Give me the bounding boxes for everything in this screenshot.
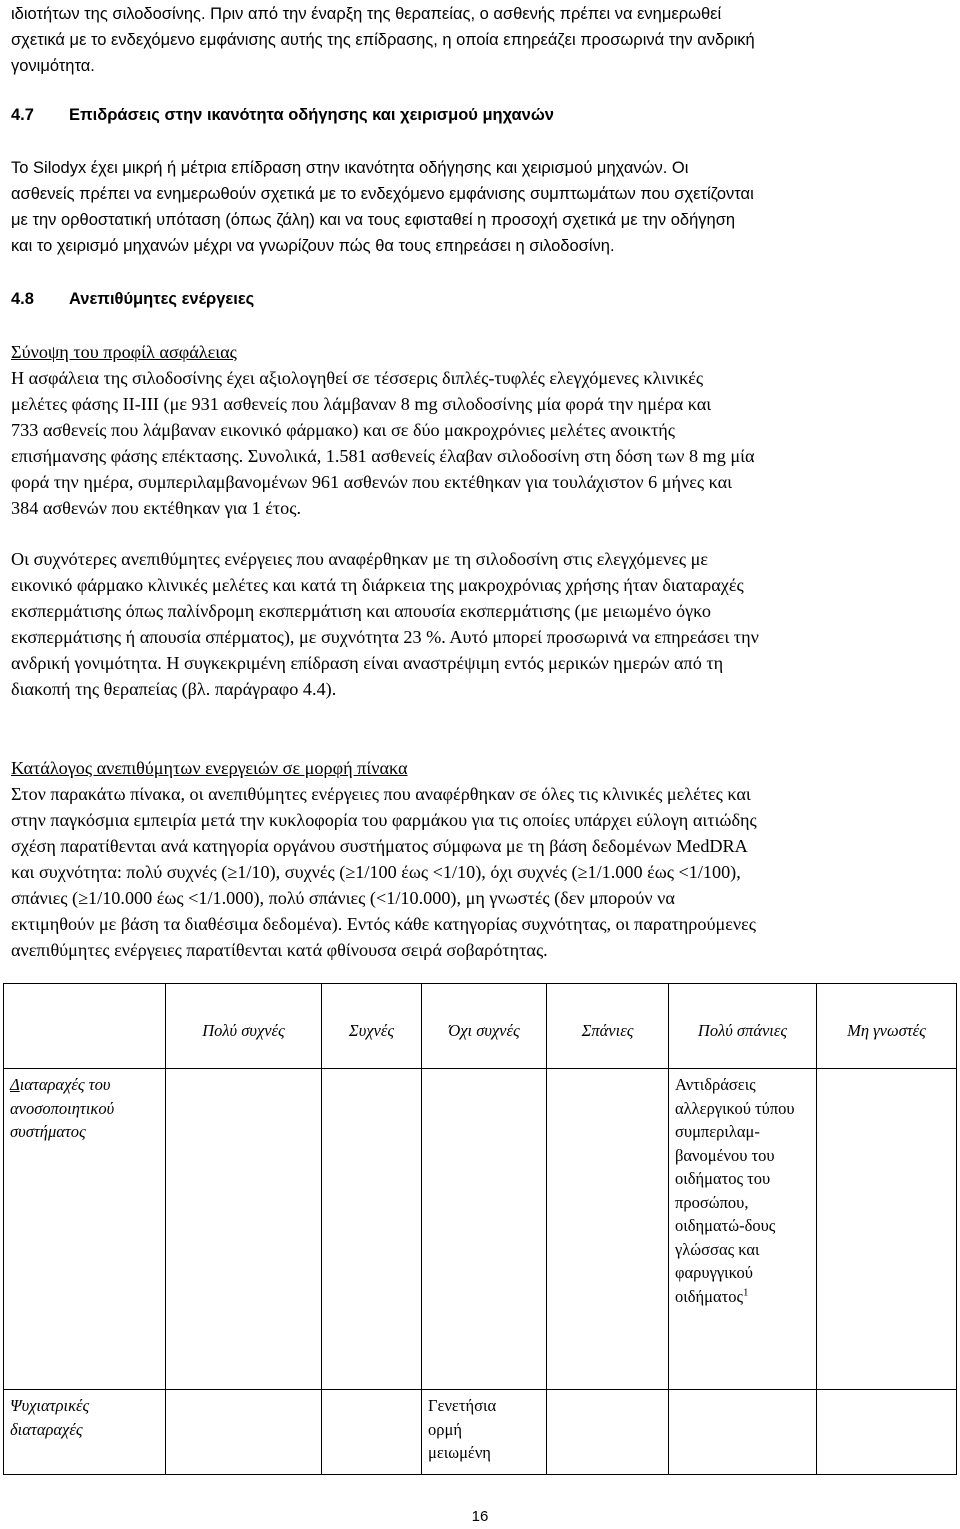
- text-line: ασθενείς πρέπει να ενημερωθούν σχετικά με το ενδεχόμενο εμφάνισης συμπτωμάτων που σχετίζονται: [11, 185, 754, 203]
- table-cell: [547, 1390, 669, 1475]
- table-cell: [817, 1069, 957, 1390]
- system-organ-class-cell: [4, 1069, 166, 1390]
- text-line: επισήμανσης φάσης επέκτασης. Συνολικά, 1.581 ασθενείς έλαβαν σιλοδοσίνη στη δόση των 8 mg μία: [11, 446, 755, 466]
- text-line: ιδιοτήτων της σιλοδοσίνης. Πριν από την έναρξη της θεραπείας, ο ασθενής πρέπει να ενημερωθεί: [11, 5, 722, 23]
- text-line: εικονικό φάρμακο κλινικές μελέτες και κατά τη διάρκεια της μακροχρόνιας χρήσης ήταν διαταραχές: [11, 575, 744, 595]
- text-line: γονιμότητα.: [11, 57, 95, 75]
- text-line: στην παγκόσμια εμπειρία μετά την κυκλοφορία του φαρμάκου για τις οποίες υπάρχει εύλογη αιτιώδης: [11, 810, 757, 830]
- page-number: 16: [471, 1508, 489, 1525]
- intro-paragraph: [11, 1, 951, 79]
- text-line: 733 ασθενείς που λάμβαναν εικονικό φάρμακο) και σε δύο μακροχρόνιες μελέτες ανοικτής: [11, 420, 676, 440]
- soc-name: ιαταραχές του ανοσοποιητικού συστήματος: [10, 1075, 115, 1141]
- section-4-7-heading: [11, 102, 951, 128]
- table-row: [4, 1069, 957, 1390]
- text-line: εκσπερμάτισης όπως παλίνδρομη εκσπερμάτιση και απουσία εκσπερμάτισης (με μειωμένο όγκο: [11, 601, 711, 621]
- text-line: μελέτες φάσης II-III (με 931 ασθενείς που λάμβαναν 8 mg σιλοδοσίνης μία φορά την ημέρα και: [11, 394, 712, 414]
- section-number: 4.7: [11, 106, 34, 124]
- table-row: [4, 1390, 957, 1475]
- table-cell: [817, 1390, 957, 1475]
- safety-profile-paragraph: [11, 339, 951, 521]
- soc-first-letter: Δ: [10, 1075, 20, 1094]
- text-line: και το χειρισμό μηχανών μέχρι να γνωρίζουν πώς θα τους επηρεάσει η σιλοδοσίνη.: [11, 237, 615, 255]
- text-line: διακοπή της θεραπείας (βλ. παράγραφο 4.4).: [11, 679, 337, 699]
- section-number: 4.8: [11, 290, 34, 308]
- common-effects-paragraph: [11, 546, 951, 702]
- text-line: εκτιμηθούν με βάση τα διαθέσιμα δεδομένα). Εντός κάθε κατηγορίας συχνότητας, οι παρατηρούμενες: [11, 914, 756, 934]
- table-header-cell: Συχνές: [322, 984, 422, 1069]
- table-cell: [547, 1069, 669, 1390]
- safety-profile-heading: Σύνοψη του προφίλ ασφάλειας: [11, 342, 237, 362]
- section-title: Επιδράσεις στην ικανότητα οδήγησης και χειρισμού μηχανών: [69, 106, 554, 124]
- section-4-8-heading: [11, 286, 951, 312]
- text-line: σχέση παρατίθενται ανά κατηγορία οργάνου συστήματος σύμφωνα με τη βάση δεδομένων MedDRA: [11, 836, 748, 856]
- table-cell: [166, 1390, 322, 1475]
- adverse-reaction-text: Γενετήσια ορμή μειωμένη: [428, 1396, 497, 1462]
- table-cell: [669, 1069, 817, 1390]
- text-line: ανδρική γονιμότητα. Η συγκεκριμένη επίδραση είναι αναστρέψιμη εντός μερικών ημερών από τη: [11, 653, 724, 673]
- section-4-7-body: [11, 155, 951, 259]
- text-line: Στον παρακάτω πίνακα, οι ανεπιθύμητες ενέργειες που αναφέρθηκαν σε όλες τις κλινικές μελέτες και: [11, 784, 751, 804]
- tabulated-list-paragraph: [11, 755, 951, 963]
- text-line: φορά την ημέρα, συμπεριλαμβανομένων 961 ασθενών που εκτέθηκαν για τουλάχιστον 6 μήνες και: [11, 472, 733, 492]
- table-header-cell: [4, 984, 166, 1069]
- table-cell: [669, 1390, 817, 1475]
- text-line: Οι συχνότερες ανεπιθύμητες ενέργειες που αναφέρθηκαν με τη σιλοδοσίνη στις ελεγχόμενες με: [11, 549, 708, 569]
- table-cell: [322, 1390, 422, 1475]
- table-cell: [422, 1069, 547, 1390]
- text-line: σπάνιες (≥1/10.000 έως <1/1.000), πολύ σπάνιες (<1/10.000), μη γνωστές (δεν μπορούν να: [11, 888, 675, 908]
- table-header-cell: Πολύ συχνές: [166, 984, 322, 1069]
- table-header-cell: Όχι συχνές: [422, 984, 547, 1069]
- table-header-cell: Σπάνιες: [547, 984, 669, 1069]
- text-line: σχετικά με το ενδεχόμενο εμφάνισης αυτής της επίδρασης, η οποία επηρεάζει προσωρινά την ανδρική: [11, 31, 755, 49]
- table-cell: [422, 1390, 547, 1475]
- soc-name: Ψυχιατρικές διαταραχές: [10, 1396, 90, 1439]
- system-organ-class-cell: [4, 1390, 166, 1475]
- text-line: Η ασφάλεια της σιλοδοσίνης έχει αξιολογηθεί σε τέσσερις διπλές-τυφλές ελεγχόμενες κλινικές: [11, 368, 704, 388]
- table-header-row: [4, 984, 957, 1069]
- section-title: Ανεπιθύμητες ενέργειες: [69, 290, 255, 308]
- table-cell: [166, 1069, 322, 1390]
- tabulated-list-heading: Κατάλογος ανεπιθύμητων ενεργειών σε μορφή πίνακα: [11, 758, 408, 778]
- text-line: ανεπιθύμητες ενέργειες παρατίθενται κατά φθίνουσα σειρά σοβαρότητας.: [11, 940, 548, 960]
- adverse-reaction-text: Αντιδράσεις αλλεργικού τύπου συμπεριλαμ-βανομένου του οιδήματος του προσώπου, οιδηματώ-δους γλώσσας και φαρυγγικού οιδήματος: [675, 1075, 795, 1306]
- footnote-marker: 1: [743, 1286, 749, 1298]
- table-header-cell: Πολύ σπάνιες: [669, 984, 817, 1069]
- text-line: και συχνότητα: πολύ συχνές (≥1/10), συχνές (≥1/100 έως <1/10), όχι συχνές (≥1/1.000 έως <1/100),: [11, 862, 741, 882]
- adverse-reactions-table: [3, 983, 957, 1475]
- text-line: εκσπερμάτισης ή απουσία σπέρματος), με συχνότητα 23 %. Αυτό μπορεί προσωρινά να επηρεάσει την: [11, 627, 759, 647]
- table-cell: [322, 1069, 422, 1390]
- text-line: Το Silodyx έχει μικρή ή μέτρια επίδραση στην ικανότητα οδήγησης και χειρισμού μηχανών. Οι: [11, 159, 689, 177]
- text-line: 384 ασθενών που εκτέθηκαν για 1 έτος.: [11, 498, 302, 518]
- table-header-cell: Μη γνωστές: [817, 984, 957, 1069]
- text-line: με την ορθοστατική υπόταση (όπως ζάλη) και να τους εφισταθεί η προσοχή σχετικά με την οδήγηση: [11, 211, 736, 229]
